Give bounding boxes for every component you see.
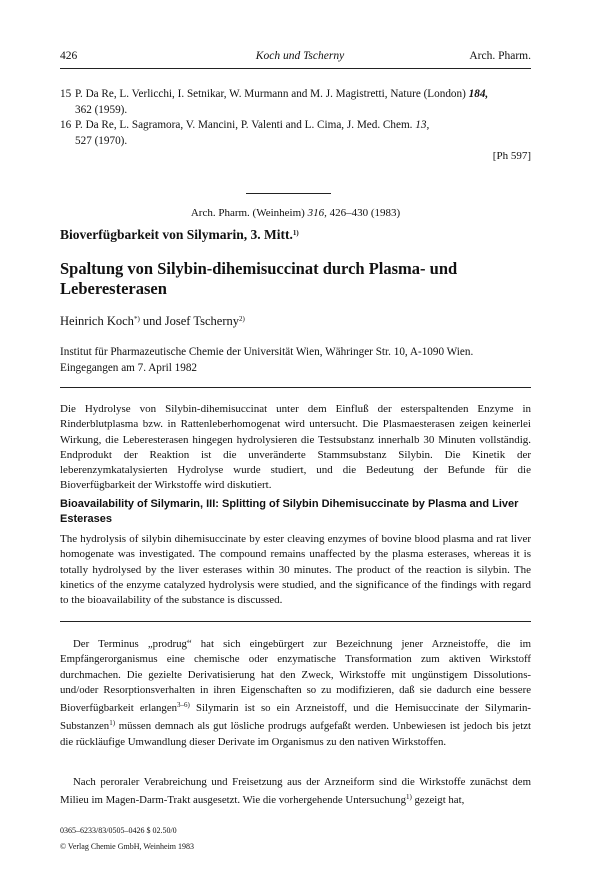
- authors: Heinrich Koch*) und Josef Tscherny$^{2)}$: [60, 314, 245, 328]
- abstract-top-rule: [60, 387, 531, 388]
- body-paragraph: Der Terminus „prodrug“ hat sich eingebürgert zur Bezeichnung jener Arzneistoffe, die im Empfängerorganismus eine chemische oder enzymatische Transformation zum aktiven Wirkstoff durchmachen. Die gezielte Derivatisierung hat den Zweck, Wirkstoffe mit ungünstigem Dissolutions- und/oder Resorptionsverhalten in ihren Eigenschaften so zu modifizieren, daß sie dadurch eine bessere Bioverfügbarkeit erlangen$^{3-6)}$ Silymarin ist so ein Arzneistoff, und die Hemisuccinate der Silymarin-Substanzen$^{1)}$ müssen demnach als gut lösliche prodrugs aufgefaßt werden. Unbewiesen ist jedoch bis jetzt die rückläufige Umwandlung dieser Derivate im Organismus zu den nativen Wirkstoffen.: [60, 638, 532, 748]
- running-title: Koch und Tscherny: [255, 50, 345, 62]
- reference-item: [60, 87, 532, 118]
- english-title: Bioavailability of Silymarin, III: Splitting of Silybin Dihemisuccinate by Plasma and Liver Esterases: [60, 498, 519, 525]
- reference-text: P. Da Re, L. Sagramora, V. Mancini, P. Valenti and L. Cima, J. Med. Chem. 13, 527 (1970).: [75, 119, 430, 147]
- reference-number: 16: [60, 119, 72, 131]
- section-divider: [246, 193, 331, 194]
- page-number: 426: [60, 50, 78, 62]
- reference-code: [Ph 597]: [492, 150, 531, 162]
- journal-name: Arch. Pharm.: [469, 50, 531, 62]
- abstract-english: The hydrolysis of silybin dihemisuccinate by ester cleaving enzymes of bovine blood plasma and rat liver homogenate was investigated. The compound remains unaffected by the plasma esterases, whereas it is totally hydrolysed by the liver esterases within 30 minutes. The product of the reaction is silybin. The kinetics of the enzyme catalyzed hydrolysis were studied, and the significance of the findings with regard to the bioavailability of the substance is discussed.: [60, 533, 531, 607]
- reference-text: P. Da Re, L. Verlicchi, I. Setnikar, W. Murmann and M. J. Magistretti, Nature (London) 184, 362 (1959).: [75, 88, 489, 116]
- header-rule: [60, 68, 531, 69]
- affiliation: Institut für Pharmazeutische Chemie der Universität Wien, Währinger Str. 10, A-1090 Wien. Eingegangen am 7. April 1982: [60, 346, 474, 374]
- abstract-bottom-rule: [60, 621, 531, 622]
- abstract-german: Die Hydrolyse von Silybin-dihemisuccinat unter dem Einfluß der esterspaltenden Enzyme in Rinderblutplasma bzw. in Rattenleberhomogenat wird untersucht. Die Plasmaesterasen zeigen keinerlei Wirkung, die Leberesterasen hingegen hydrolysieren die Testsubstanz innerhalb 30 Minuten vollständig. Endprodukt der Reaktion ist die unveränderte Stammsubstanz Silybin. Die Kinetik der leberenzymkatalysierten Hydrolyse wurde studiert, und die Bedeutung der Befunde für die Bioverfügbarkeit der Wirkstoffe wird diskutiert.: [60, 403, 531, 492]
- article-title: Spaltung von Silybin-dihemisuccinat durch Plasma- und Leberesterasen: [60, 259, 458, 298]
- article-citation: Arch. Pharm. (Weinheim) 316, 426–430 (1983): [190, 207, 401, 219]
- series-title: Bioverfügbarkeit von Silymarin, 3. Mitt.$^{1)}$: [60, 227, 299, 242]
- reference-item: [60, 118, 532, 149]
- issn-code: 0365–6233/83/0505–0426 $ 02.50/0: [60, 826, 177, 835]
- copyright: © Verlag Chemie GmbH, Weinheim 1983: [60, 842, 195, 851]
- reference-number: 15: [60, 88, 72, 100]
- body-paragraph: Nach peroraler Verabreichung und Freisetzung aus der Arzneiform sind die Wirkstoffe zunächst dem Milieu im Magen-Darm-Trakt ausgesetzt. Wie die vorhergehende Untersuchung$^{1)}$ gezeigt hat,: [60, 776, 531, 807]
